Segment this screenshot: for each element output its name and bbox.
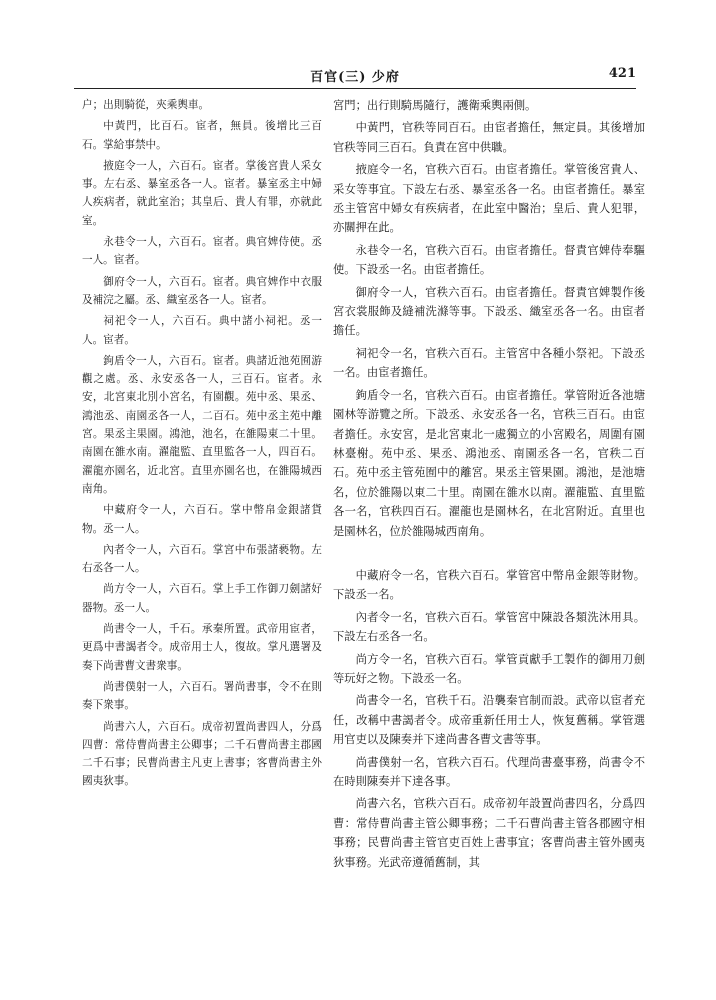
paragraph: 御府令一人，官秩六百石。由宦者擔任。督責官婢製作後宮衣裳服飾及縫補洗滌等事。下設丞、織室丞各一名。由宦者擔任。 [333,285,645,338]
translation-column [333,96,645,875]
paragraph: 尚方令一人，六百石。掌上手工作御刀劍諸好器物。丞一人。 [82,583,322,614]
running-header [74,66,636,84]
paragraph: 尚方令一名，官秩六百石。掌管貢獻手工製作的御用刀劍等玩好之物。下設丞一名。 [333,652,645,685]
paragraph: 中黃門，比百石。宦者，無員。後增比三百石。掌給事禁中。 [82,120,322,151]
paragraph: 祠祀令一人，六百石。典中諸小祠祀。丞一人。宦者。 [82,315,322,346]
paragraph: 中藏府令一人，六百石。掌中幣帛金銀諸貨物。丞一人。 [82,504,322,535]
paragraph: 御府令一人，六百石。宦者。典官婢作中衣服及補浣之屬。丞、織室丞各一人。宦者。 [82,275,322,306]
paragraph: 中黃門，官秩等同百石。由宦者擔任，無定員。其後增加官秩等同三百石。負責在宮中供職。 [333,121,645,154]
paragraph: 永巷令一名，官秩六百石。由宦者擔任。督責官婢侍奉驅使。下設丞一名。由宦者擔任。 [333,243,645,277]
paragraph: 尚書令一名，官秩千石。沿襲秦官制而設。武帝以宦者充任，改稱中書謁者令。成帝重新任用士人，恢复舊稱。掌管選用官吏以及陳奏并下達尚書各曹文書等事。 [333,694,645,747]
paragraph-gap [333,544,645,566]
paragraph: 尚書六人，六百石。成帝初置尚書四人，分爲四曹：常侍曹尚書主公卿事；二千石曹尚書主郡國二千石事；民曹尚書主凡吏上書事；客曹尚書主外國夷狄事。 [82,720,322,788]
paragraph: 尚書僕射一人，六百石。署尚書事，令不在則奏下衆事。 [82,680,322,712]
paragraph: 內者令一人，六百石。掌宮中布張諸褻物。左右丞各一人。 [82,543,322,575]
header-rule [74,88,636,89]
paragraph: 掖庭令一人，六百石。宦者。掌後宮貴人采女事。左右丞、暴室丞各一人。宦者。暴室丞主中婦人疾病者，就此室治；其皇后、貴人有罪，亦就此室。 [82,159,322,227]
paragraph: 宮門；出行則騎馬隨行，護衛乘輿兩側。 [333,99,537,112]
paragraph: 户；出則騎從，夾乘輿車。 [82,99,210,111]
running-title: 百官(三) 少府 [310,70,400,85]
paragraph: 祠祀令一名，官秩六百石。主管宮中各種小祭祀。下設丞一名。由宦者擔任。 [333,346,645,380]
paragraph: 尚書僕射一名，官秩六百石。代理尚書臺事務，尚書令不在時則陳奏并下達各事。 [333,755,645,788]
paragraph: 永巷令一人，六百石。宦者。典官婢侍使。丞一人。宦者。 [82,236,322,267]
paragraph: 鉤盾令一名，官秩六百石。由宦者擔任。掌管附近各池塘園林等游覽之所。下設丞、永安丞各一名，官秩三百石。由宦者擔任。永安宮，是北宮東北一處獨立的小宮殿名，周圍有園林臺榭。苑中丞、果丞、鴻池丞、南園丞各一名，官秩二百石。苑中丞主管苑囿中的離宮。果丞主管果園。鴻池，是池塘名，位於雒陽以東二十里。南園在雒水以南。濯龍監、直里監各一名，官秩四百石。濯龍也是園林名，在北宮附近。直里也是園林名，位於雒陽城西南角。 [333,388,645,538]
original-text-column [82,96,322,794]
paragraph: 掖庭令一名，官秩六百石。由宦者擔任。掌管後宮貴人、采女等事宜。下設左右丞、暴室丞各一名。由宦者擔任。暴室丞主管宮中婦女有疾病者，在此室中醫治；皇后、貴人犯罪，亦關押在此。 [333,163,645,235]
paragraph: 尚書令一人，千石。承秦所置。武帝用宦者，更爲中書謁者令。成帝用士人，復故。掌凡選署及奏下尚書曹文書衆事。 [82,623,322,672]
paragraph: 內者令一名，官秩六百石。掌管宮中陳設各類洗沐用具。下設左右丞各一名。 [333,610,645,644]
paragraph: 尚書六名，官秩六百石。成帝初年設置尚書四名，分爲四曹：常侍曹尚書主管公卿事務；二千石曹尚書主管各郡國守相事務；民曹尚書主管官吏百姓上書事宜；客曹尚書主管外國夷狄事務。光武帝遵循舊制，其 [333,797,645,869]
page-number: 421 [608,66,636,81]
paragraph: 鉤盾令一人，六百石。宦者。典諸近池苑囿游觀之處。丞、永安丞各一人，三百石。宦者。永安，北宮東北別小宮名，有園觀。苑中丞、果丞、鴻池丞、南園丞各一人，二百石。苑中丞主苑中離宮。果丞主果園。鴻池，池名，在雒陽東二十里。南園在雒水南。濯龍監、直里監各一人，四百石。濯龍亦園名，近北宮。直里亦園名也，在雒陽城西南角。 [82,354,322,495]
paragraph: 中藏府令一名，官秩六百石。掌管宮中幣帛金銀等財物。下設丞一名。 [333,568,645,602]
